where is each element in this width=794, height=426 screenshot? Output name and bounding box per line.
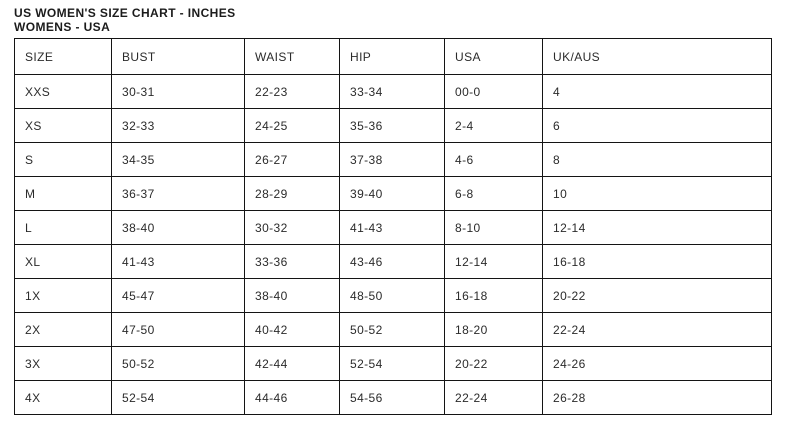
- cell-bust: 32-33: [112, 109, 245, 143]
- cell-uk-aus: 10: [543, 177, 772, 211]
- cell-hip: 54-56: [340, 381, 445, 415]
- cell-hip: 52-54: [340, 347, 445, 381]
- cell-bust: 52-54: [112, 381, 245, 415]
- cell-usa: 00-0: [445, 75, 543, 109]
- column-header-bust: BUST: [112, 39, 245, 75]
- cell-usa: 22-24: [445, 381, 543, 415]
- cell-size: XXS: [15, 75, 112, 109]
- cell-size: S: [15, 143, 112, 177]
- cell-waist: 30-32: [245, 211, 340, 245]
- cell-uk-aus: 6: [543, 109, 772, 143]
- table-row: [15, 347, 772, 381]
- cell-hip: 37-38: [340, 143, 445, 177]
- cell-size: 3X: [15, 347, 112, 381]
- table-row: [15, 109, 772, 143]
- cell-size: XL: [15, 245, 112, 279]
- size-chart-table: [14, 38, 772, 415]
- column-header-uk-aus: UK/AUS: [543, 39, 772, 75]
- cell-size: 4X: [15, 381, 112, 415]
- cell-uk-aus: 12-14: [543, 211, 772, 245]
- column-header-waist: WAIST: [245, 39, 340, 75]
- column-header-usa: USA: [445, 39, 543, 75]
- cell-bust: 34-35: [112, 143, 245, 177]
- cell-uk-aus: 26-28: [543, 381, 772, 415]
- page-title: US WOMEN'S SIZE CHART - INCHES: [14, 6, 236, 20]
- cell-size: 1X: [15, 279, 112, 313]
- table-row: [15, 279, 772, 313]
- cell-bust: 38-40: [112, 211, 245, 245]
- cell-waist: 22-23: [245, 75, 340, 109]
- table-body: [15, 75, 772, 415]
- table-row: [15, 245, 772, 279]
- cell-waist: 28-29: [245, 177, 340, 211]
- cell-usa: 18-20: [445, 313, 543, 347]
- cell-hip: 50-52: [340, 313, 445, 347]
- cell-uk-aus: 16-18: [543, 245, 772, 279]
- cell-uk-aus: 20-22: [543, 279, 772, 313]
- cell-usa: 4-6: [445, 143, 543, 177]
- cell-bust: 50-52: [112, 347, 245, 381]
- cell-hip: 41-43: [340, 211, 445, 245]
- cell-usa: 12-14: [445, 245, 543, 279]
- cell-bust: 41-43: [112, 245, 245, 279]
- table-row: [15, 313, 772, 347]
- cell-waist: 24-25: [245, 109, 340, 143]
- cell-usa: 8-10: [445, 211, 543, 245]
- cell-waist: 40-42: [245, 313, 340, 347]
- cell-bust: 47-50: [112, 313, 245, 347]
- cell-size: XS: [15, 109, 112, 143]
- cell-hip: 35-36: [340, 109, 445, 143]
- table-row: [15, 143, 772, 177]
- cell-usa: 16-18: [445, 279, 543, 313]
- column-header-hip: HIP: [340, 39, 445, 75]
- column-header-size: SIZE: [15, 39, 112, 75]
- cell-bust: 30-31: [112, 75, 245, 109]
- cell-waist: 42-44: [245, 347, 340, 381]
- cell-hip: 33-34: [340, 75, 445, 109]
- cell-uk-aus: 8: [543, 143, 772, 177]
- cell-uk-aus: 4: [543, 75, 772, 109]
- cell-waist: 33-36: [245, 245, 340, 279]
- header-row: [15, 39, 772, 75]
- table-row: [15, 211, 772, 245]
- table-row: [15, 75, 772, 109]
- cell-waist: 38-40: [245, 279, 340, 313]
- cell-usa: 2-4: [445, 109, 543, 143]
- cell-hip: 39-40: [340, 177, 445, 211]
- table-row: [15, 177, 772, 211]
- table-row: [15, 381, 772, 415]
- cell-hip: 48-50: [340, 279, 445, 313]
- cell-uk-aus: 22-24: [543, 313, 772, 347]
- cell-size: 2X: [15, 313, 112, 347]
- cell-bust: 36-37: [112, 177, 245, 211]
- cell-waist: 26-27: [245, 143, 340, 177]
- cell-usa: 20-22: [445, 347, 543, 381]
- cell-hip: 43-46: [340, 245, 445, 279]
- page-subtitle: WOMENS - USA: [14, 20, 111, 34]
- cell-usa: 6-8: [445, 177, 543, 211]
- cell-size: M: [15, 177, 112, 211]
- cell-size: L: [15, 211, 112, 245]
- cell-waist: 44-46: [245, 381, 340, 415]
- cell-bust: 45-47: [112, 279, 245, 313]
- cell-uk-aus: 24-26: [543, 347, 772, 381]
